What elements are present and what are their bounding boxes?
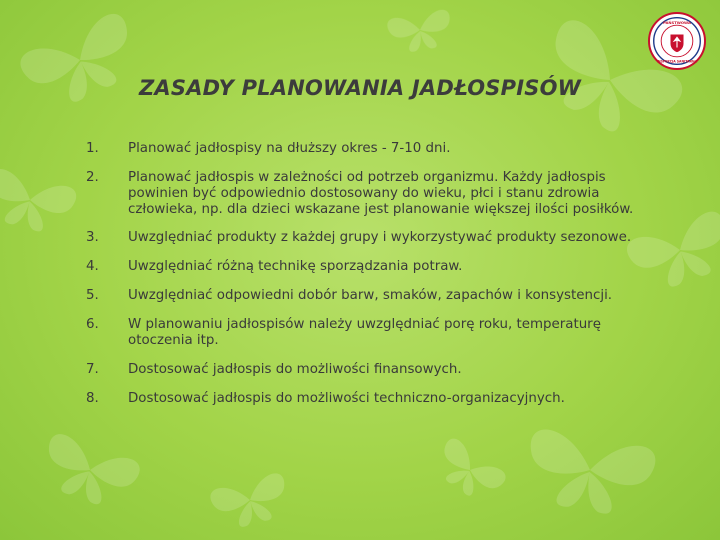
slide-title: ZASADY PLANOWANIA JADŁOSPISÓW	[139, 76, 581, 100]
item-text: Uwzględniać odpowiedni dobór barw, smaków, zapachów i konsystencji.	[128, 288, 613, 303]
item-number: 5.	[86, 288, 99, 303]
list-item	[86, 288, 646, 304]
item-number: 1.	[86, 141, 99, 156]
svg-text:INSPEKCJA SANITARNA: INSPEKCJA SANITARNA	[656, 59, 698, 64]
item-text: Planować jadłospis w zależności od potrzeb organizmu. Każdy jadłospis powinien być odpowiednio dostosowany do wieku, płci i stanu zdrowia człowieka, np. dla dzieci wskazane jest planowanie większej ilości posiłków.	[128, 170, 634, 217]
item-number: 7.	[86, 362, 99, 377]
svg-text:PAŃSTWOWA: PAŃSTWOWA	[663, 20, 691, 25]
list-item	[86, 230, 646, 246]
item-text: Uwzględniać różną technikę sporządzania potraw.	[128, 259, 463, 274]
item-number: 8.	[86, 391, 99, 406]
item-text: Planować jadłospisy na dłuższy okres - 7-10 dni.	[128, 141, 451, 156]
item-number: 3.	[86, 230, 99, 245]
list-item	[86, 141, 646, 157]
sanepid-emblem-icon	[650, 14, 704, 68]
item-number: 4.	[86, 259, 99, 274]
rules-list	[86, 141, 646, 420]
list-item	[86, 391, 646, 407]
item-number: 6.	[86, 317, 99, 332]
sanepid-logo	[648, 12, 706, 70]
list-item	[86, 170, 646, 218]
item-text: W planowaniu jadłospisów należy uwzględniać porę roku, temperaturę otoczenia itp.	[128, 317, 601, 348]
list-item	[86, 259, 646, 275]
item-text: Uwzględniać produkty z każdej grupy i wykorzystywać produkty sezonowe.	[128, 230, 632, 245]
item-text: Dostosować jadłospis do możliwości finansowych.	[128, 362, 462, 377]
list-item	[86, 317, 646, 349]
item-number: 2.	[86, 170, 99, 185]
item-text: Dostosować jadłospis do możliwości techniczno-organizacyjnych.	[128, 391, 565, 406]
list-item	[86, 362, 646, 378]
